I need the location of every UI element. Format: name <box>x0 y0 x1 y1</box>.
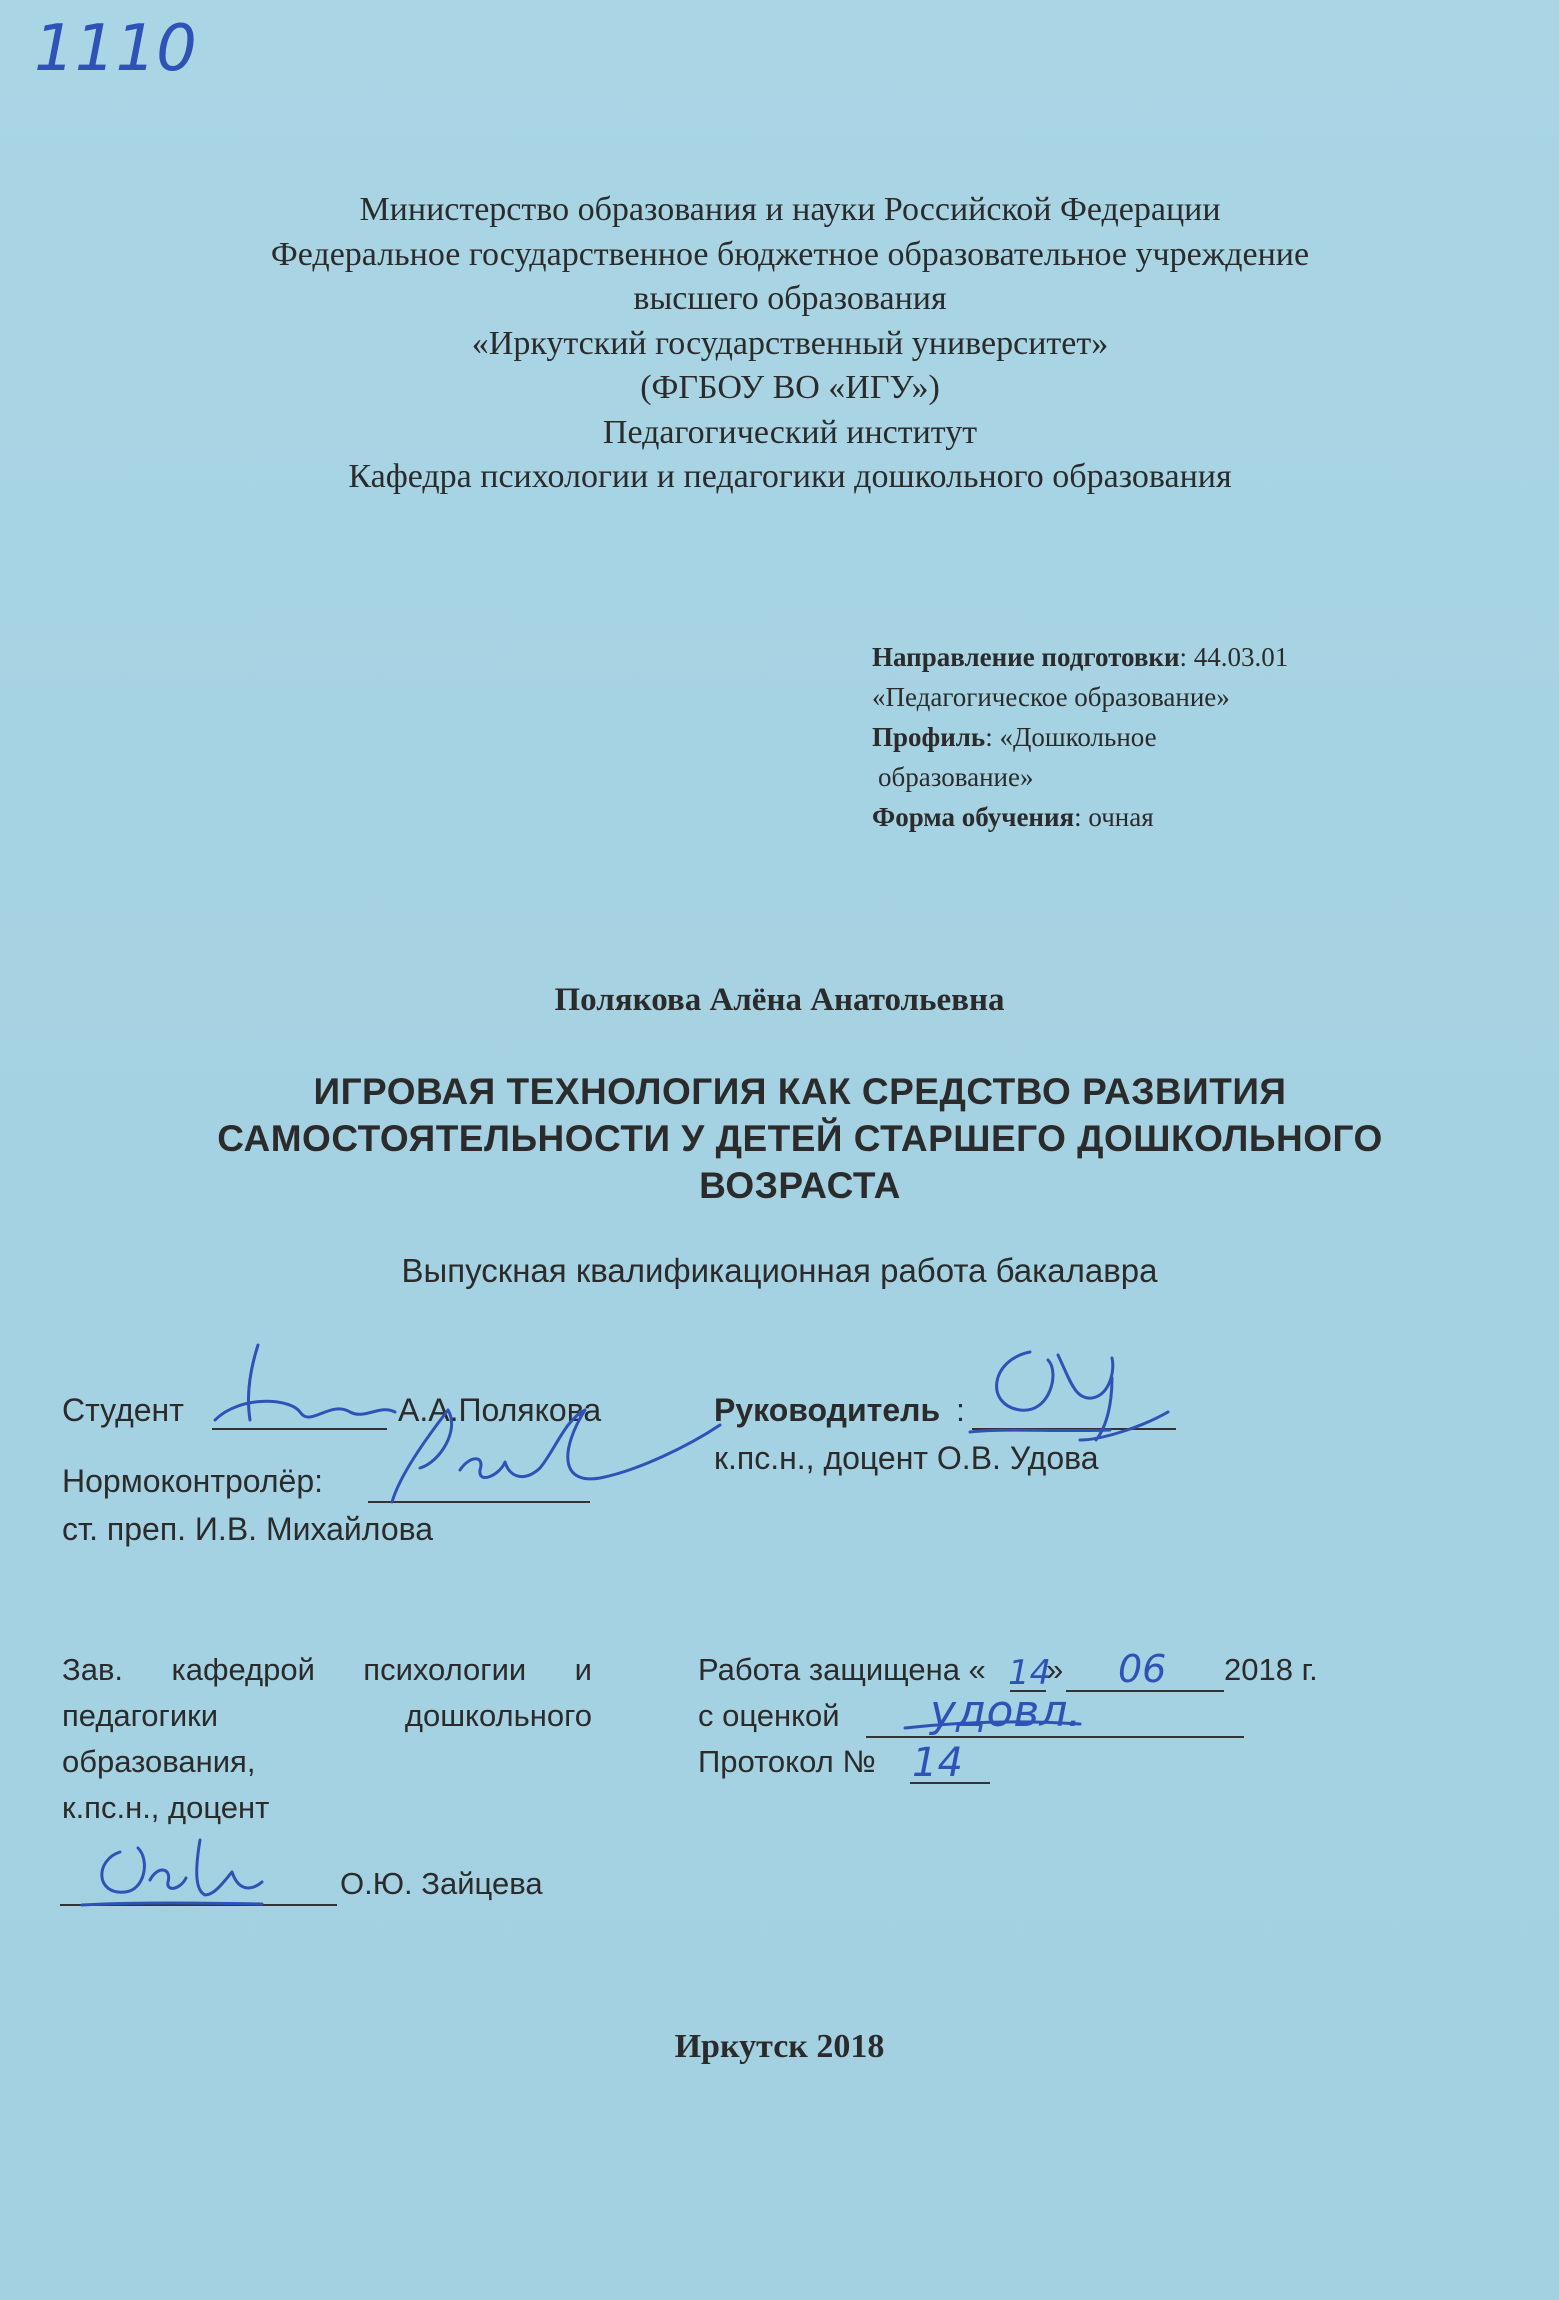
header-line-institution-type: Федеральное государственное бюджетное образовательное учреждение <box>270 235 1310 273</box>
supervisor-underline <box>970 1430 1110 1432</box>
form-label: Форма обучения <box>872 802 1075 832</box>
supervisor-label: Руководитель <box>714 1392 941 1428</box>
direction-label: Направление подготовки <box>872 642 1180 672</box>
header-line-education-level: высшего образования <box>633 280 947 317</box>
supervisor-details: к.пс.н., доцент О.В. Удова <box>714 1440 1099 1476</box>
normcontrol-name: ст. преп. И.В. Михайлова <box>62 1511 434 1547</box>
title-line-1: ИГРОВАЯ ТЕХНОЛОГИЯ КАК СРЕДСТВО РАЗВИТИЯ <box>313 1071 1287 1112</box>
title-line-2: САМОСТОЯТЕЛЬНОСТИ У ДЕТЕЙ СТАРШЕГО ДОШКОЛЬНОГО <box>217 1118 1383 1159</box>
supervisor-colon: : <box>956 1392 965 1428</box>
defense-mid: » <box>1046 1652 1064 1687</box>
form-value: : очная <box>1074 802 1154 832</box>
defense-day-value: 14 <box>1008 1653 1052 1693</box>
grade-value: удовл. <box>930 1686 1082 1737</box>
head-underline <box>82 1903 262 1905</box>
work-type: Выпускная квалификационная работа бакалавра <box>401 1252 1158 1289</box>
title-line-3: ВОЗРАСТА <box>699 1165 901 1206</box>
profile-value-cont: образование» <box>878 762 1034 792</box>
author-name: Полякова Алёна Анатольевна <box>554 982 1005 1018</box>
header-line-institute: Педагогический институт <box>602 413 978 451</box>
grade-label: с оценкой <box>698 1698 840 1733</box>
head-line-1: Зав. кафедрой психологии и <box>62 1652 592 1687</box>
head-line-2: педагогики дошкольного <box>62 1698 592 1733</box>
defense-year: 2018 г. <box>1224 1652 1318 1687</box>
head-name: О.Ю. Зайцева <box>340 1866 543 1901</box>
student-name: А.А.Полякова <box>398 1392 602 1428</box>
header-line-university: «Иркутский государственный университет» <box>471 324 1109 362</box>
profile-value: : «Дошкольное <box>985 722 1157 752</box>
header-line-department: Кафедра психологии и педагогики дошкольного образования <box>348 458 1232 495</box>
header-line-abbreviation: (ФГБОУ ВО «ИГУ») <box>640 369 940 406</box>
direction-code: : 44.03.01 <box>1179 642 1289 672</box>
header-line-ministry: Министерство образования и науки Российской Федерации <box>359 191 1221 228</box>
direction-name: «Педагогическое образование» <box>872 682 1230 712</box>
student-label: Студент <box>62 1392 184 1428</box>
profile-label: Профиль <box>872 722 986 752</box>
defense-month-value: 06 <box>1118 1647 1167 1691</box>
head-line-3: образования, <box>62 1744 256 1779</box>
protocol-number-value: 14 <box>912 1740 963 1786</box>
normcontrol-label: Нормоконтролёр: <box>62 1463 324 1499</box>
protocol-label: Протокол № <box>698 1744 876 1779</box>
normcontrol-signature <box>392 1410 720 1502</box>
city-year: Иркутск 2018 <box>674 2028 885 2065</box>
head-signature <box>102 1840 262 1895</box>
student-signature <box>215 1345 395 1420</box>
head-line-4: к.пс.н., доцент <box>62 1790 270 1825</box>
defense-prefix: Работа защищена « <box>698 1652 986 1687</box>
supervisor-signature <box>997 1352 1168 1440</box>
svg-text:1110: 1110 <box>34 12 197 85</box>
